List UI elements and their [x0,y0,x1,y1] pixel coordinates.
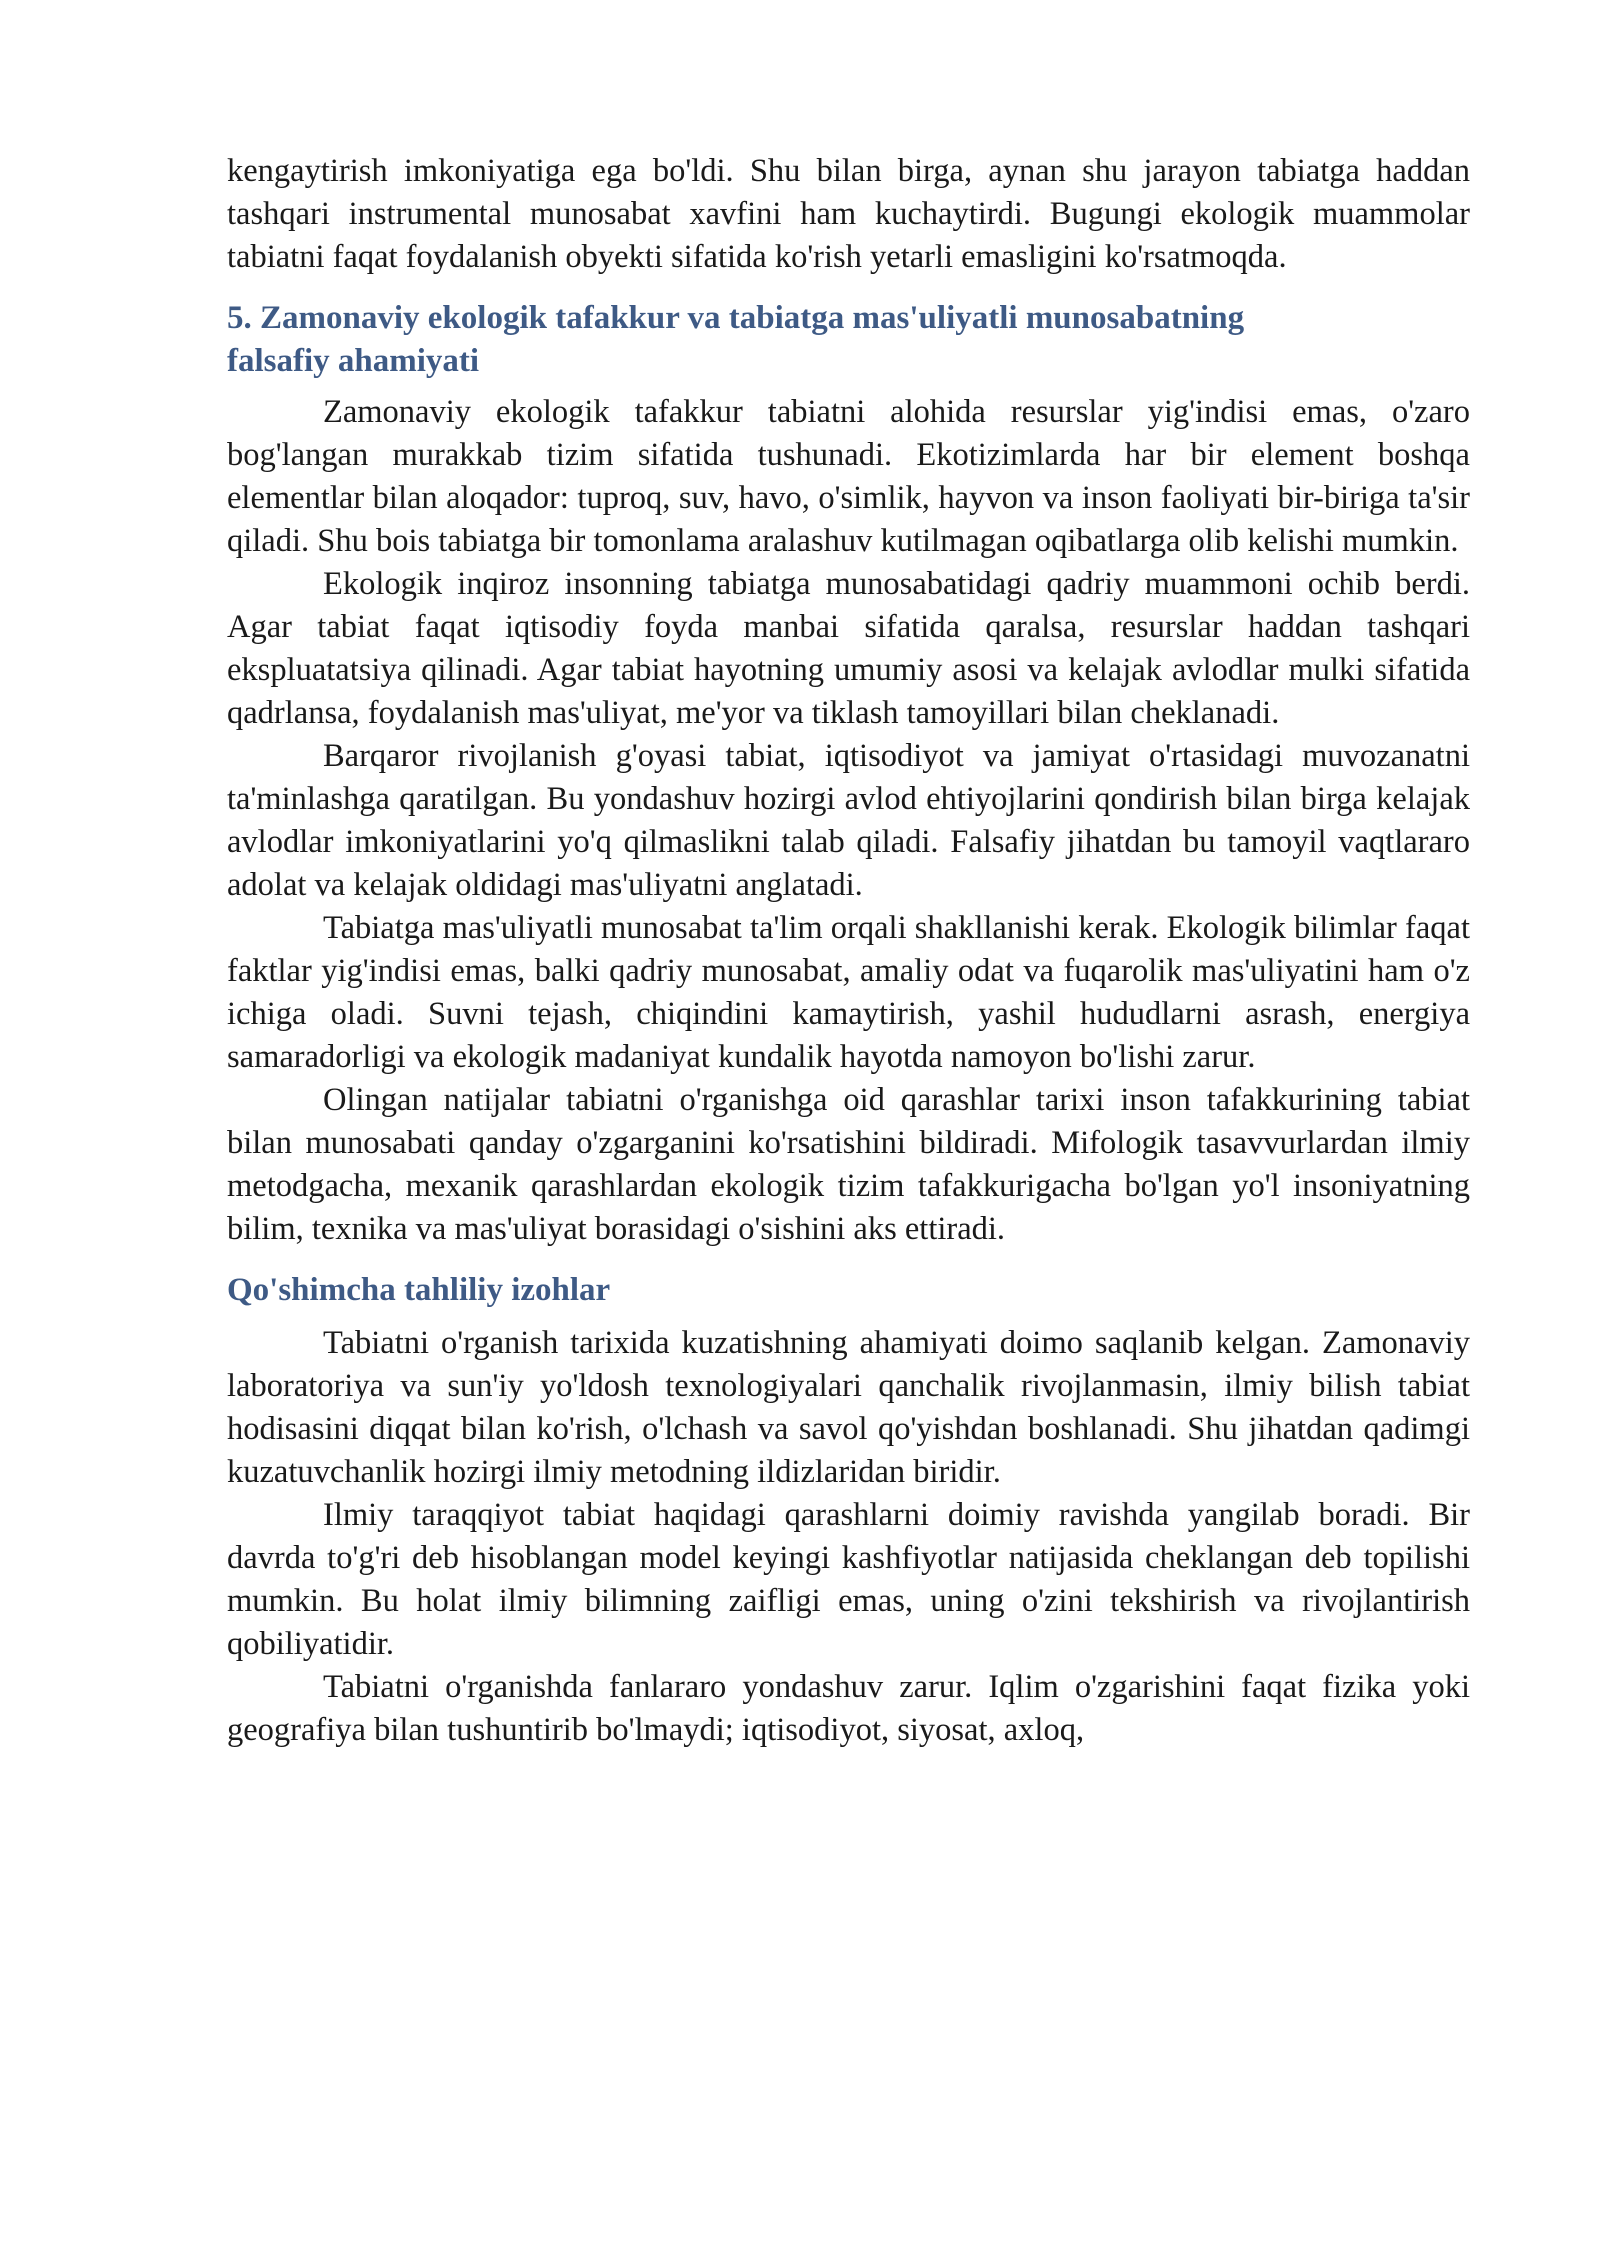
section-5-title-line-2: falsafiy ahamiyati [227,343,480,379]
section-5-paragraph-3: Barqaror rivojlanish g'oyasi tabiat, iqtisodiyot va jamiyat o'rtasidagi muvozanatni ta'minlashga qaratilgan. Bu yondashuv hozirgi avlod ehtiyojlarini qondirish bilan birga kelajak avlodlar imkoniyatlarini yo'q qilmaslikni talab qiladi. Falsafiy jihatdan bu tamoyil vaqtlararo adolat va kelajak oldidagi mas'uliyatni anglatadi. [227,738,1470,903]
section-5-paragraph-4: Tabiatga mas'uliyatli munosabat ta'lim orqali shakllanishi kerak. Ekologik bilimlar faqat faktlar yig'indisi emas, balki qadriy munosabat, amaliy odat va fuqarolik mas'uliyatini ham o'z ichiga oladi. Suvni tejash, chiqindini kamaytirish, yashil hududlarni asrash, energiya samaradorligi va ekologik madaniyat kundalik hayotda namoyon bo'lishi zarur. [227,910,1470,1075]
document-page [227,150,1470,1752]
section-5-heading [227,297,1470,383]
section-5-title-line-1: 5. Zamonaviy ekologik tafakkur va tabiatga mas'uliyatli munosabatning [227,300,1245,336]
section-5-paragraph-5: Olingan natijalar tabiatni o'rganishga oid qarashlar tarixi inson tafakkurining tabiat bilan munosabati qanday o'zgarganini ko'rsatishini bildiradi. Mifologik tasavvurlardan ilmiy metodgacha, mexanik qarashlardan ekologik tizim tafakkurigacha bo'lgan yo'l insoniyatning bilim, texnika va mas'uliyat borasidagi o'sishini aks ettiradi. [227,1082,1470,1247]
section-5-paragraph-1: Zamonaviy ekologik tafakkur tabiatni alohida resurslar yig'indisi emas, o'zaro bog'langan murakkab tizim sifatida tushunadi. Ekotizimlarda har bir element boshqa elementlar bilan aloqador: tuproq, suv, havo, o'simlik, hayvon va inson faoliyati bir-biriga ta'sir qiladi. Shu bois tabiatga bir tomonlama aralashuv kutilmagan oqibatlarga olib kelishi mumkin. [227,394,1470,559]
notes-paragraph-2: Ilmiy taraqqiyot tabiat haqidagi qarashlarni doimiy ravishda yangilab boradi. Bir davrda to'g'ri deb hisoblangan model keyingi kashfiyotlar natijasida cheklangan deb topilishi mumkin. Bu holat ilmiy bilimning zaifligi emas, uning o'zini tekshirish va rivojlantirish qobiliyatidir. [227,1497,1470,1662]
intro-paragraph: kengaytirish imkoniyatiga ega bo'ldi. Shu bilan birga, aynan shu jarayon tabiatga haddan tashqari instrumental munosabat xavfini ham kuchaytirdi. Bugungi ekologik muammolar tabiatni faqat foydalanish obyekti sifatida ko'rish yetarli emasligini ko'rsatmoqda. [227,153,1470,275]
section-5-paragraph-2: Ekologik inqiroz insonning tabiatga munosabatidagi qadriy muammoni ochib berdi. Agar tabiat faqat iqtisodiy foyda manbai sifatida qaralsa, resurslar haddan tashqari ekspluatatsiya qilinadi. Agar tabiat hayotning umumiy asosi va kelajak avlodlar mulki sifatida qadrlansa, foydalanish mas'uliyat, me'yor va tiklash tamoyillari bilan cheklanadi. [227,566,1470,731]
notes-paragraph-1: Tabiatni o'rganish tarixida kuzatishning ahamiyati doimo saqlanib kelgan. Zamonaviy laboratoriya va sun'iy yo'ldosh texnologiyalari qanchalik rivojlanmasin, ilmiy bilish tabiat hodisasini diqqat bilan ko'rish, o'lchash va savol qo'yishdan boshlanadi. Shu jihatdan qadimgi kuzatuvchanlik hozirgi ilmiy metodning ildizlaridan biridir. [227,1325,1470,1490]
notes-paragraph-3: Tabiatni o'rganishda fanlararo yondashuv zarur. Iqlim o'zgarishini faqat fizika yoki geografiya bilan tushuntirib bo'lmaydi; iqtisodiyot, siyosat, axloq, [227,1669,1470,1748]
notes-section-heading: Qo'shimcha tahliliy izohlar [227,1272,611,1308]
